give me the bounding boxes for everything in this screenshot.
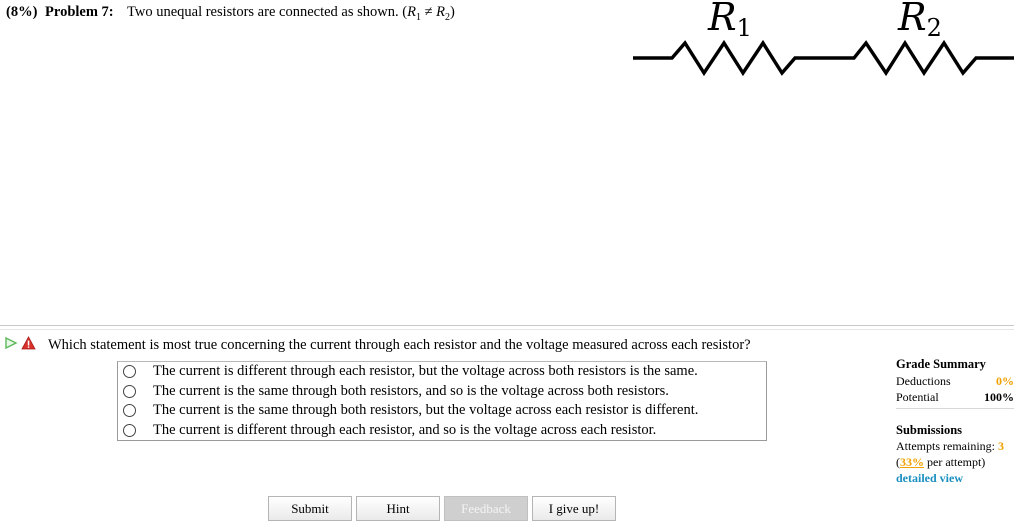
warning-icon [21,336,36,355]
problem-condition: $(R_1 \ne R_2)$ [402,4,455,23]
per-attempt-pct: 33% [900,455,924,469]
problem-weight: (8%) [6,4,38,20]
answer-options [117,361,767,441]
give-up-button[interactable]: I give up! [532,496,616,521]
deductions-row [896,374,1014,390]
hint-button[interactable]: Hint [356,496,440,521]
grade-summary-divider [896,408,1014,409]
question-text: Which statement is most true concerning the current through each resistor and the voltage measured across each resistor? [48,337,751,353]
section-divider-light [0,329,1014,330]
potential-row [896,390,1014,406]
option-label: The current is different through each resistor, and so is the voltage across each resistor. [153,421,657,438]
r1-label: $R_1$ [708,0,752,42]
option-label: The current is the same through both resistors, and so is the voltage across both resistors. [153,382,669,399]
submissions [896,423,1014,487]
radio-button[interactable] [123,404,136,417]
problem-statement: Two unequal resistors are connected as shown. [127,4,399,20]
play-icon[interactable] [4,336,18,355]
feedback-button: Feedback [444,496,528,521]
detailed-view-link[interactable]: detailed view [896,471,963,485]
question-row [4,336,751,355]
deductions-label: Deductions [896,374,951,388]
circuit-diagram [630,0,1014,80]
resistor-r1-zigzag [633,43,1014,73]
radio-button[interactable] [123,385,136,398]
radio-button[interactable] [123,365,136,378]
problem-number: Problem 7: [45,4,114,20]
answer-option[interactable] [118,362,766,382]
resistor-wire-svg [630,0,1014,80]
deductions-value: 0% [996,374,1014,388]
option-label: The current is different through each resistor, but the voltage across both resistors is the same. [153,363,698,380]
answer-option[interactable] [118,421,766,441]
potential-label: Potential [896,390,939,404]
option-label: The current is the same through both resistors, but the voltage across each resistor is different. [153,402,699,419]
per-attempt: (33% per attempt) [896,455,986,469]
action-buttons [268,496,616,521]
problem-header [6,4,455,23]
potential-value: 100% [984,390,1014,404]
r2-label: $R_2$ [898,0,942,42]
answer-option[interactable] [118,382,766,402]
section-divider [0,325,1014,326]
answer-option[interactable] [118,401,766,421]
submit-button[interactable]: Submit [268,496,352,521]
submissions-title: Submissions [896,423,963,437]
grade-summary [896,357,1014,409]
radio-button[interactable] [123,424,136,437]
attempts-remaining: Attempts remaining: 3 [896,439,1004,453]
grade-summary-title: Grade Summary [896,357,986,371]
attempts-value: 3 [997,439,1004,453]
